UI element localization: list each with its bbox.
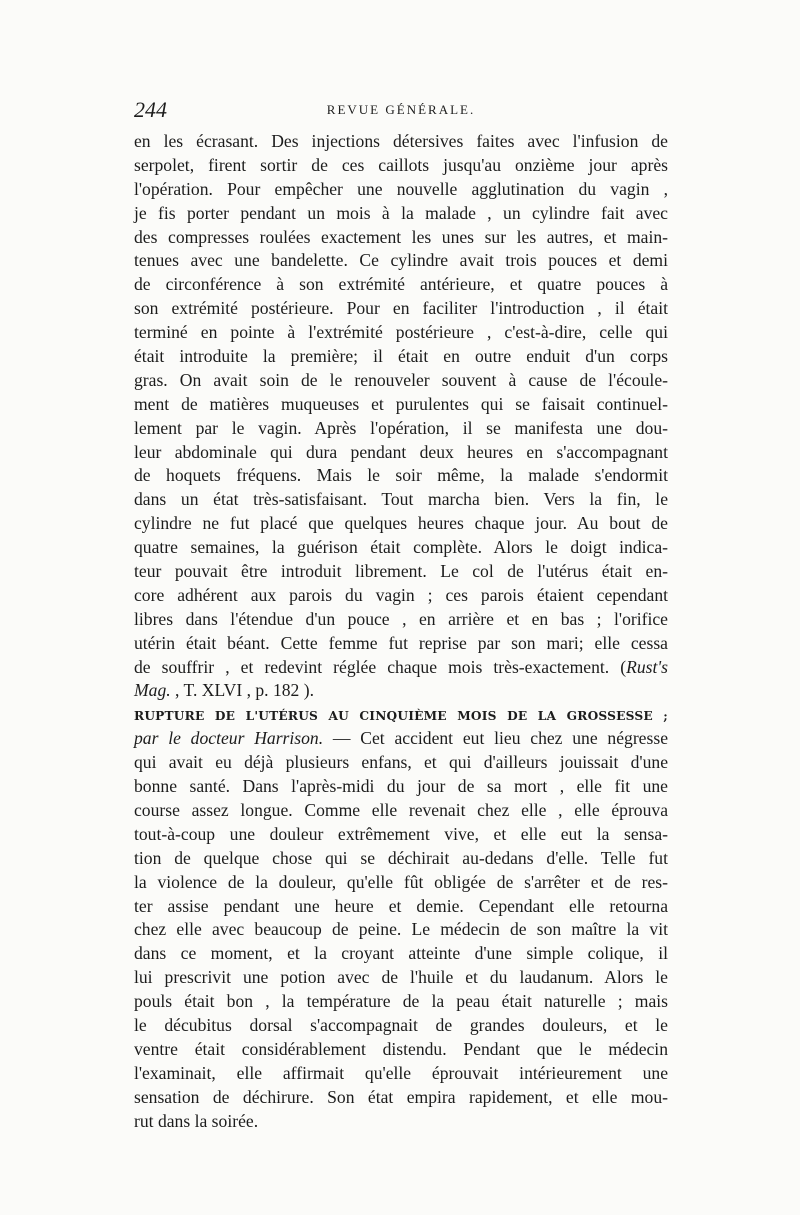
text-line: pouls était bon , la température de la peau était naturelle ; mais bbox=[134, 991, 668, 1012]
text-line: tout-à-coup une douleur extrêmement vive, et elle eut la sensa- bbox=[134, 823, 668, 844]
text-line: le décubitus dorsal s'accompagnait de grandes douleurs, et le bbox=[134, 1014, 668, 1035]
text-line: lui prescrivit une potion avec de l'huile et du laudanum. Alors le bbox=[134, 967, 668, 988]
text-line: la violence de la douleur, qu'elle fût obligée de s'arrêter et de res- bbox=[134, 871, 668, 892]
citation-details: , T. XLVI , p. 182 ). bbox=[170, 680, 315, 701]
text-line: en les écrasant. Des injections détersives faites avec l'infusion de bbox=[134, 131, 668, 151]
text-line: sensation de déchirure. Son état empira rapidement, et elle mou- bbox=[134, 1086, 668, 1107]
text-line: serpolet, firent sortir de ces caillots jusqu'au onzième jour après bbox=[134, 154, 668, 175]
text-line: course assez longue. Comme elle revenait chez elle , elle éprouva bbox=[134, 799, 668, 820]
text-line: de circonférence à son extrémité antérieure, et quatre pouces à bbox=[134, 274, 668, 295]
text-line: utérin était béant. Cette femme fut reprise par son mari; elle cessa bbox=[134, 632, 668, 653]
text-line: gras. On avait soin de le renouveler souvent à cause de l'écoule- bbox=[134, 369, 668, 390]
text-line: l'examinait, elle affirmait qu'elle éprouvait intérieurement une bbox=[134, 1062, 668, 1083]
text-line-segment: de souffrir , et redevint réglée chaque mois très-exactement. ( bbox=[134, 656, 627, 677]
text-line: teur pouvait être introduit librement. Le col de l'utérus était en- bbox=[134, 561, 668, 582]
section-heading bbox=[134, 703, 668, 727]
text-line: rut dans la soirée. bbox=[134, 1110, 259, 1131]
text-line: cylindre ne fut placé que quelques heures chaque jour. Au bout de bbox=[134, 513, 668, 534]
text-line: de hoquets fréquens. Mais le soir même, la malade s'endormit bbox=[134, 465, 668, 486]
page-header bbox=[134, 95, 668, 125]
text-line: l'opération. Pour empêcher une nouvelle agglutination du vagin , bbox=[134, 178, 668, 199]
running-head: REVUE GÉNÉRALE. bbox=[326, 102, 476, 117]
section-title: RUPTURE DE L'UTÉRUS AU CINQUIÈME MOIS DE LA GROSSESSE ; bbox=[134, 709, 668, 724]
text-line: était introduite la première; il était en outre enduit d'un corps bbox=[134, 346, 668, 367]
text-line: je fis porter pendant un mois à la malade , un cylindre fait avec bbox=[134, 202, 668, 223]
text-line bbox=[134, 656, 668, 680]
text-line: core adhérent aux parois du vagin ; ces parois étaient cependant bbox=[134, 584, 668, 605]
text-line: dans un état très-satisfaisant. Tout marcha bien. Vers la fin, le bbox=[134, 489, 668, 510]
text-line: terminé en pointe à l'extrémité postérieure , c'est-à-dire, celle qui bbox=[134, 322, 668, 343]
citation-journal-name: Rust's bbox=[626, 656, 668, 677]
text-line: ter assise pendant une heure et demie. Cependant elle retourna bbox=[134, 895, 668, 916]
section-author: par le docteur Harrison. bbox=[134, 728, 324, 749]
paragraph-rupture-report bbox=[134, 751, 668, 1133]
text-line: quatre semaines, la guérison était complète. Alors le doigt indica- bbox=[134, 537, 668, 558]
page-number: 244 bbox=[134, 97, 167, 122]
text-line: ment de matières muqueuses et purulentes qui se faisait continuel- bbox=[134, 393, 668, 414]
text-line: qui avait eu déjà plusieurs enfans, et qui d'ailleurs jouissait d'une bbox=[134, 752, 668, 773]
text-line: chez elle avec beaucoup de peine. Le médecin de son maître la vit bbox=[134, 919, 668, 940]
text-line: leur abdominale qui dura pendant deux heures en s'accompagnant bbox=[134, 441, 668, 462]
text-line: son extrémité postérieure. Pour en faciliter l'introduction , il était bbox=[134, 298, 668, 319]
paragraph-case-report bbox=[134, 130, 668, 679]
text-line: bonne santé. Dans l'après-midi du jour de sa mort , elle fit une bbox=[134, 776, 668, 797]
section-first-line bbox=[134, 727, 668, 751]
citation-journal: Mag. bbox=[134, 680, 171, 701]
document-page bbox=[134, 95, 668, 1133]
text-line: tion de quelque chose qui se déchirait au-dedans d'elle. Telle fut bbox=[134, 847, 668, 868]
text-line: ventre était considérablement distendu. Pendant que le médecin bbox=[134, 1038, 668, 1059]
body-text bbox=[134, 130, 668, 1133]
text-line: libres dans l'étendue d'un pouce , en arrière et en bas ; l'orifice bbox=[134, 608, 668, 629]
citation-line bbox=[134, 679, 668, 703]
section-first-line-text: — Cet accident eut lieu chez une négresse bbox=[323, 728, 668, 749]
text-line: tenues avec une bandelette. Ce cylindre avait trois pouces et demi bbox=[134, 250, 668, 271]
text-line: lement par le vagin. Après l'opération, il se manifesta une dou- bbox=[134, 417, 668, 438]
text-line: des compresses roulées exactement les unes sur les autres, et main- bbox=[134, 226, 668, 247]
text-line: dans ce moment, et la croyant atteinte d'une simple colique, il bbox=[134, 943, 668, 964]
